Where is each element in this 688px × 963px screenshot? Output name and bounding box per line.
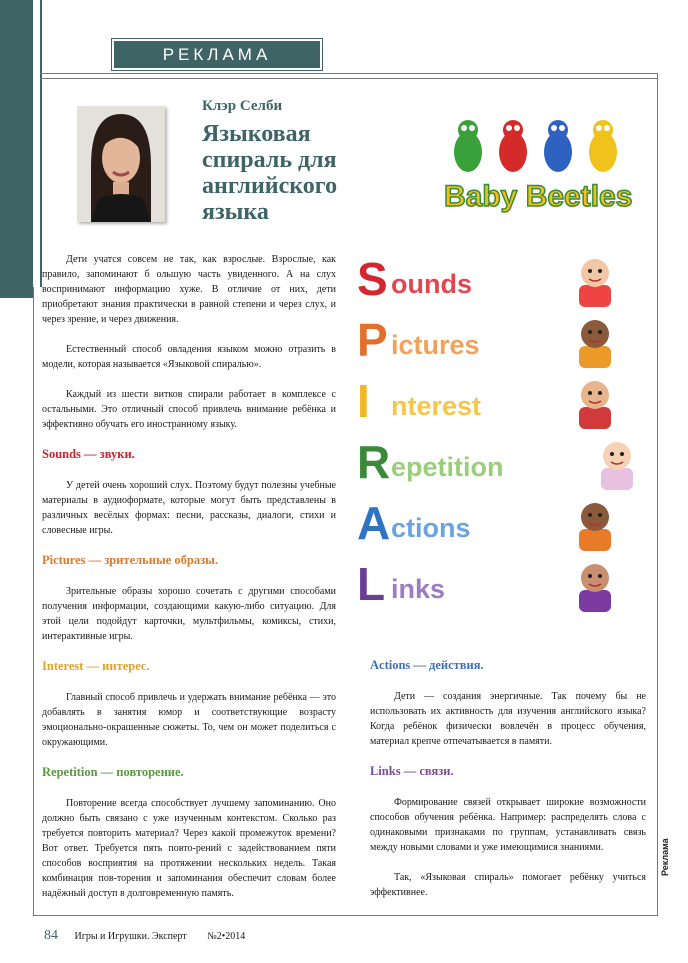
page-footer [44,928,245,944]
baby-beetles-logo [438,112,638,222]
child-illustration-icon [565,312,625,368]
section-heading: Sounds — звуки. [42,447,135,461]
spiral-letter: A [357,497,391,549]
child-illustration-icon [565,556,625,612]
advert-banner [111,38,323,71]
child-illustration-icon [565,373,625,429]
spiral-row [355,248,655,309]
beetle-icon [454,120,482,172]
child-illustration-icon [565,251,625,307]
logo-wordmark: Baby Beetles [444,180,633,213]
spiral-word: epetition [391,452,504,482]
paragraph: Дети учатся совсем не так, как взрослые. Взрослые, как правило, запоминают б ольшую часть увиденного. А на слух воспринимают информацию хуже. В отличие от них, дети приобретают знания практически в равной степени и через слух, и через зрение, и через движения. [42,254,336,325]
magazine-name: Игры и Игрушки. Эксперт [74,931,187,942]
paragraph: Каждый из шести витков спирали работает в комплексе с остальными. Это отличный способ привлечь внимание ребёнка и эффективно обучать его иностранному языку. [42,389,336,430]
frame-line [40,73,657,74]
frame-line [40,0,42,287]
spiral-letter: L [357,558,386,610]
spiral-letter: P [357,314,388,366]
spiral-row [355,492,655,553]
spiral-row [355,553,655,614]
frame-line [657,73,658,915]
spiral-word: ctions [391,513,471,543]
paragraph: Дети — создания энергичные. Так почему бы не использовать их активность для изучения английского языка? Когда ребёнок физически вовлечён в процесс обучения, материал крепче отпечатывается в памяти. [370,691,646,747]
paragraph: У детей очень хороший слух. Поэтому будут полезны учебные материалы в аудиоформате, которые могут быть представлены в различных весёлых формах: песни, рассказы, диалоги, стихи и словесные игры. [42,480,336,536]
spiral-diagram [355,248,655,623]
beetle-icon [544,120,572,172]
paragraph: Повторение всегда способствует лучшему запоминанию. Оно должно быть связано с уже изученным контекстом. Сколько раз требуется повторить материал? Через какой промежуток времени? Вот ответ. Требуется пять повто-рений с задействованием пяти способов восприятия на протяжении нескольких недель. Такая комбинация пов-торения и запоминания обеспечит словам более надёжный доступ в долговременную память. [42,798,336,899]
author-photo [77,106,165,222]
section-heading: Interest — интерес. [42,659,150,673]
section-heading: Repetition — повторение. [42,765,184,779]
paragraph: Зрительные образы хорошо сочетать с другими способами получения информации, создающими какую-либо ситуацию. Для этой цели подойдут карточки, мультфильмы, комиксы, стихи, интерактивные игры. [42,586,336,642]
spiral-word: inks [391,574,446,604]
spiral-letter: S [357,253,388,305]
right-text-column [370,658,646,915]
paragraph: Естественный способ овладения языком можно отразить в модели, которая называется «Языковой спиралью». [42,344,336,370]
left-text-column [42,252,336,916]
section-heading: Links — связи. [370,764,454,778]
author-name: Клэр Селби [202,98,283,114]
issue-number: №2•2014 [207,931,246,942]
side-advert-label: Реклама [660,838,670,876]
spiral-word: ictures [391,330,480,360]
frame-line [33,287,34,915]
beetle-icon [589,120,617,172]
article-title: Языковая спираль для английского языка [202,121,338,225]
paragraph: Так, «Языковая спираль» помогает ребёнку учиться эффективнее. [370,872,646,898]
paragraph: Формирование связей открывает широкие возможности способов обучения ребёнка. Например: распределять слова с одинаковыми признаками по группам, устанавливать связь между новыми словами и уже имеющимися знаниями. [370,797,646,853]
spiral-row [355,370,655,431]
spiral-letter: R [357,436,391,488]
frame-line [40,78,657,79]
page-number: 84 [44,928,58,943]
spiral-row [355,309,655,370]
side-color-bar [0,0,33,298]
spiral-row [355,431,655,492]
spiral-word: ounds [391,269,472,299]
advert-banner-label: РЕКЛАМА [114,41,320,68]
spiral-letter: I [357,375,370,427]
section-heading: Actions — действия. [370,658,484,672]
spiral-word: nterest [391,391,482,421]
child-illustration-icon [587,434,647,490]
paragraph: Главный способ привлечь и удержать внимание ребёнка — это добавлять в занятия юмор и соответствующие возрасту эмоционально-окрашенные сюжеты. То, чем он может поделиться с окружающими. [42,692,336,748]
beetle-icon [499,120,527,172]
section-heading: Pictures — зрительные образы. [42,553,218,567]
child-illustration-icon [565,495,625,551]
